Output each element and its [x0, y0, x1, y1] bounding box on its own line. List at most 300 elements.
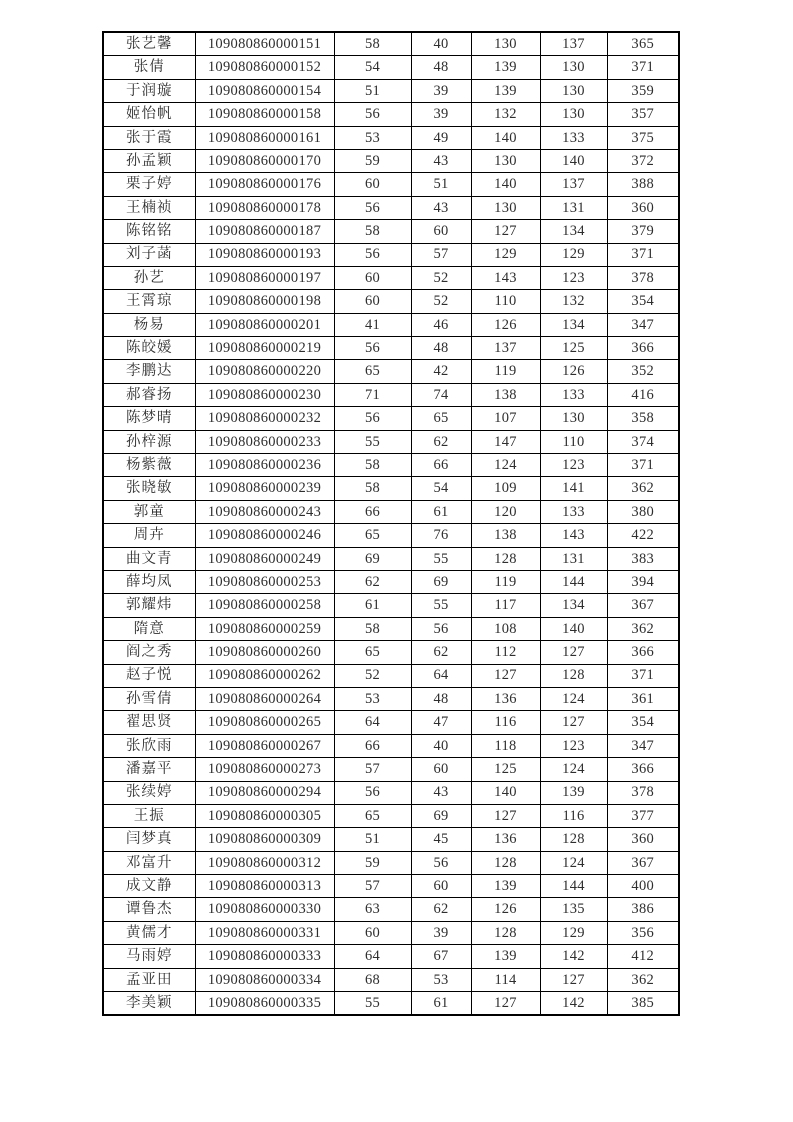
- cell-score-3: 126: [471, 898, 540, 921]
- cell-exam-id: 109080860000236: [195, 454, 334, 477]
- cell-score-4: 134: [540, 220, 607, 243]
- cell-score-2: 74: [411, 383, 471, 406]
- cell-score-4: 141: [540, 477, 607, 500]
- cell-score-2: 43: [411, 781, 471, 804]
- cell-score-2: 52: [411, 266, 471, 289]
- cell-score-3: 139: [471, 79, 540, 102]
- cell-name: 王霄琼: [103, 290, 195, 313]
- table-row: [103, 360, 679, 383]
- cell-name: 孙雪倩: [103, 687, 195, 710]
- cell-exam-id: 109080860000232: [195, 407, 334, 430]
- cell-score-3: 114: [471, 968, 540, 991]
- cell-total: 371: [607, 454, 679, 477]
- cell-score-4: 130: [540, 407, 607, 430]
- cell-score-2: 46: [411, 313, 471, 336]
- cell-name: 黄儒才: [103, 921, 195, 944]
- cell-score-1: 65: [334, 641, 411, 664]
- cell-score-2: 39: [411, 103, 471, 126]
- cell-total: 354: [607, 711, 679, 734]
- cell-score-1: 65: [334, 804, 411, 827]
- cell-name: 孙孟颖: [103, 149, 195, 172]
- cell-score-3: 139: [471, 945, 540, 968]
- cell-name: 马雨婷: [103, 945, 195, 968]
- cell-total: 361: [607, 687, 679, 710]
- cell-total: 360: [607, 196, 679, 219]
- cell-score-2: 52: [411, 290, 471, 313]
- cell-score-1: 56: [334, 243, 411, 266]
- cell-score-2: 43: [411, 149, 471, 172]
- cell-total: 378: [607, 266, 679, 289]
- cell-score-1: 55: [334, 430, 411, 453]
- cell-exam-id: 109080860000170: [195, 149, 334, 172]
- cell-name: 李鹏达: [103, 360, 195, 383]
- cell-exam-id: 109080860000312: [195, 851, 334, 874]
- cell-score-1: 56: [334, 781, 411, 804]
- cell-exam-id: 109080860000151: [195, 32, 334, 56]
- cell-name: 郭耀炜: [103, 594, 195, 617]
- cell-total: 388: [607, 173, 679, 196]
- cell-name: 闫梦真: [103, 828, 195, 851]
- cell-score-4: 123: [540, 734, 607, 757]
- cell-score-2: 40: [411, 32, 471, 56]
- cell-score-1: 59: [334, 149, 411, 172]
- cell-total: 365: [607, 32, 679, 56]
- cell-name: 杨易: [103, 313, 195, 336]
- cell-score-4: 132: [540, 290, 607, 313]
- cell-score-1: 51: [334, 79, 411, 102]
- cell-score-4: 133: [540, 500, 607, 523]
- cell-score-2: 55: [411, 547, 471, 570]
- cell-score-1: 52: [334, 664, 411, 687]
- cell-name: 陈皎媛: [103, 337, 195, 360]
- cell-total: 347: [607, 734, 679, 757]
- score-table-body: [103, 32, 679, 1015]
- cell-score-2: 60: [411, 220, 471, 243]
- cell-score-1: 56: [334, 196, 411, 219]
- table-row: [103, 313, 679, 336]
- cell-score-1: 56: [334, 407, 411, 430]
- cell-score-1: 51: [334, 828, 411, 851]
- cell-score-1: 53: [334, 687, 411, 710]
- cell-exam-id: 109080860000294: [195, 781, 334, 804]
- cell-exam-id: 109080860000265: [195, 711, 334, 734]
- cell-total: 422: [607, 524, 679, 547]
- cell-total: 357: [607, 103, 679, 126]
- table-row: [103, 32, 679, 56]
- cell-exam-id: 109080860000258: [195, 594, 334, 617]
- cell-score-3: 140: [471, 126, 540, 149]
- cell-score-1: 64: [334, 945, 411, 968]
- cell-score-4: 140: [540, 149, 607, 172]
- cell-total: 394: [607, 570, 679, 593]
- cell-total: 358: [607, 407, 679, 430]
- cell-score-1: 58: [334, 32, 411, 56]
- cell-score-3: 147: [471, 430, 540, 453]
- cell-exam-id: 109080860000230: [195, 383, 334, 406]
- cell-score-1: 62: [334, 570, 411, 593]
- cell-score-3: 138: [471, 524, 540, 547]
- cell-score-3: 127: [471, 992, 540, 1016]
- cell-score-1: 60: [334, 266, 411, 289]
- cell-exam-id: 109080860000249: [195, 547, 334, 570]
- cell-exam-id: 109080860000193: [195, 243, 334, 266]
- cell-score-3: 143: [471, 266, 540, 289]
- table-row: [103, 828, 679, 851]
- table-row: [103, 430, 679, 453]
- table-row: [103, 149, 679, 172]
- cell-exam-id: 109080860000309: [195, 828, 334, 851]
- table-row: [103, 875, 679, 898]
- cell-name: 赵子悦: [103, 664, 195, 687]
- cell-score-4: 124: [540, 851, 607, 874]
- cell-exam-id: 109080860000158: [195, 103, 334, 126]
- cell-exam-id: 109080860000335: [195, 992, 334, 1016]
- cell-name: 于润璇: [103, 79, 195, 102]
- cell-score-4: 133: [540, 126, 607, 149]
- cell-exam-id: 109080860000262: [195, 664, 334, 687]
- cell-total: 371: [607, 243, 679, 266]
- cell-exam-id: 109080860000239: [195, 477, 334, 500]
- cell-score-1: 61: [334, 594, 411, 617]
- table-row: [103, 56, 679, 79]
- cell-exam-id: 109080860000313: [195, 875, 334, 898]
- cell-name: 张于霞: [103, 126, 195, 149]
- cell-score-1: 58: [334, 617, 411, 640]
- table-row: [103, 383, 679, 406]
- table-row: [103, 500, 679, 523]
- cell-score-1: 57: [334, 758, 411, 781]
- cell-total: 386: [607, 898, 679, 921]
- cell-name: 王振: [103, 804, 195, 827]
- cell-score-3: 128: [471, 547, 540, 570]
- cell-exam-id: 109080860000187: [195, 220, 334, 243]
- cell-score-2: 60: [411, 875, 471, 898]
- cell-score-4: 123: [540, 454, 607, 477]
- table-row: [103, 196, 679, 219]
- cell-name: 周卉: [103, 524, 195, 547]
- cell-name: 孟亚田: [103, 968, 195, 991]
- cell-total: 362: [607, 477, 679, 500]
- cell-total: 366: [607, 337, 679, 360]
- cell-score-2: 76: [411, 524, 471, 547]
- cell-score-1: 55: [334, 992, 411, 1016]
- cell-score-3: 117: [471, 594, 540, 617]
- cell-total: 356: [607, 921, 679, 944]
- cell-score-4: 137: [540, 32, 607, 56]
- cell-score-3: 119: [471, 360, 540, 383]
- table-row: [103, 290, 679, 313]
- cell-score-1: 63: [334, 898, 411, 921]
- table-row: [103, 992, 679, 1016]
- cell-exam-id: 109080860000334: [195, 968, 334, 991]
- cell-total: 378: [607, 781, 679, 804]
- cell-score-3: 140: [471, 781, 540, 804]
- cell-exam-id: 109080860000273: [195, 758, 334, 781]
- cell-score-2: 62: [411, 641, 471, 664]
- cell-exam-id: 109080860000330: [195, 898, 334, 921]
- cell-score-1: 66: [334, 500, 411, 523]
- cell-name: 张倩: [103, 56, 195, 79]
- cell-score-3: 120: [471, 500, 540, 523]
- cell-score-3: 139: [471, 875, 540, 898]
- cell-score-2: 64: [411, 664, 471, 687]
- cell-name: 薛均凤: [103, 570, 195, 593]
- cell-score-3: 109: [471, 477, 540, 500]
- cell-exam-id: 109080860000331: [195, 921, 334, 944]
- table-row: [103, 898, 679, 921]
- cell-score-3: 129: [471, 243, 540, 266]
- cell-score-2: 48: [411, 337, 471, 360]
- cell-name: 郭童: [103, 500, 195, 523]
- cell-exam-id: 109080860000178: [195, 196, 334, 219]
- cell-exam-id: 109080860000233: [195, 430, 334, 453]
- cell-score-3: 110: [471, 290, 540, 313]
- table-row: [103, 617, 679, 640]
- cell-name: 陈铭铭: [103, 220, 195, 243]
- table-row: [103, 454, 679, 477]
- cell-total: 366: [607, 758, 679, 781]
- cell-score-4: 130: [540, 56, 607, 79]
- cell-score-2: 62: [411, 430, 471, 453]
- table-row: [103, 594, 679, 617]
- cell-score-4: 125: [540, 337, 607, 360]
- cell-score-3: 116: [471, 711, 540, 734]
- cell-score-4: 131: [540, 547, 607, 570]
- table-row: [103, 968, 679, 991]
- table-row: [103, 173, 679, 196]
- cell-score-1: 58: [334, 220, 411, 243]
- cell-name: 张续婷: [103, 781, 195, 804]
- cell-score-3: 139: [471, 56, 540, 79]
- cell-total: 385: [607, 992, 679, 1016]
- cell-score-3: 127: [471, 220, 540, 243]
- cell-score-3: 127: [471, 664, 540, 687]
- cell-exam-id: 109080860000259: [195, 617, 334, 640]
- cell-score-1: 41: [334, 313, 411, 336]
- cell-score-4: 131: [540, 196, 607, 219]
- table-row: [103, 266, 679, 289]
- table-row: [103, 921, 679, 944]
- cell-score-2: 39: [411, 79, 471, 102]
- cell-exam-id: 109080860000220: [195, 360, 334, 383]
- table-row: [103, 711, 679, 734]
- cell-exam-id: 109080860000197: [195, 266, 334, 289]
- cell-total: 383: [607, 547, 679, 570]
- cell-score-1: 60: [334, 921, 411, 944]
- cell-total: 371: [607, 664, 679, 687]
- cell-exam-id: 109080860000264: [195, 687, 334, 710]
- cell-name: 潘嘉平: [103, 758, 195, 781]
- cell-exam-id: 109080860000219: [195, 337, 334, 360]
- cell-score-1: 65: [334, 360, 411, 383]
- cell-score-4: 140: [540, 617, 607, 640]
- cell-exam-id: 109080860000154: [195, 79, 334, 102]
- table-row: [103, 734, 679, 757]
- cell-name: 谭鲁杰: [103, 898, 195, 921]
- cell-name: 李美颖: [103, 992, 195, 1016]
- cell-score-2: 53: [411, 968, 471, 991]
- cell-total: 371: [607, 56, 679, 79]
- cell-score-1: 68: [334, 968, 411, 991]
- cell-score-4: 130: [540, 79, 607, 102]
- cell-score-4: 123: [540, 266, 607, 289]
- table-row: [103, 570, 679, 593]
- cell-name: 王楠祯: [103, 196, 195, 219]
- cell-exam-id: 109080860000243: [195, 500, 334, 523]
- cell-score-3: 136: [471, 687, 540, 710]
- cell-score-2: 40: [411, 734, 471, 757]
- cell-score-1: 56: [334, 103, 411, 126]
- cell-score-2: 69: [411, 570, 471, 593]
- cell-total: 375: [607, 126, 679, 149]
- cell-score-4: 129: [540, 243, 607, 266]
- cell-exam-id: 109080860000201: [195, 313, 334, 336]
- cell-score-4: 124: [540, 687, 607, 710]
- cell-score-2: 54: [411, 477, 471, 500]
- table-row: [103, 804, 679, 827]
- cell-total: 367: [607, 594, 679, 617]
- cell-score-1: 57: [334, 875, 411, 898]
- cell-score-1: 71: [334, 383, 411, 406]
- cell-exam-id: 109080860000152: [195, 56, 334, 79]
- cell-score-2: 62: [411, 898, 471, 921]
- cell-score-1: 69: [334, 547, 411, 570]
- table-row: [103, 781, 679, 804]
- cell-score-3: 118: [471, 734, 540, 757]
- cell-score-4: 142: [540, 992, 607, 1016]
- cell-score-2: 69: [411, 804, 471, 827]
- cell-score-3: 130: [471, 32, 540, 56]
- cell-total: 380: [607, 500, 679, 523]
- cell-score-4: 144: [540, 875, 607, 898]
- cell-total: 366: [607, 641, 679, 664]
- cell-score-1: 60: [334, 290, 411, 313]
- cell-name: 孙艺: [103, 266, 195, 289]
- cell-name: 郝睿扬: [103, 383, 195, 406]
- cell-total: 352: [607, 360, 679, 383]
- cell-score-1: 56: [334, 337, 411, 360]
- cell-score-1: 65: [334, 524, 411, 547]
- table-row: [103, 126, 679, 149]
- cell-name: 曲文青: [103, 547, 195, 570]
- table-row: [103, 407, 679, 430]
- cell-score-1: 53: [334, 126, 411, 149]
- cell-exam-id: 109080860000198: [195, 290, 334, 313]
- cell-score-1: 66: [334, 734, 411, 757]
- cell-score-3: 126: [471, 313, 540, 336]
- cell-score-2: 45: [411, 828, 471, 851]
- table-row: [103, 477, 679, 500]
- cell-name: 隋意: [103, 617, 195, 640]
- cell-total: 362: [607, 617, 679, 640]
- cell-total: 379: [607, 220, 679, 243]
- cell-score-1: 54: [334, 56, 411, 79]
- cell-score-4: 134: [540, 313, 607, 336]
- cell-score-2: 56: [411, 851, 471, 874]
- table-row: [103, 945, 679, 968]
- table-row: [103, 337, 679, 360]
- cell-score-4: 116: [540, 804, 607, 827]
- cell-total: 367: [607, 851, 679, 874]
- cell-score-1: 60: [334, 173, 411, 196]
- cell-name: 张欣雨: [103, 734, 195, 757]
- cell-score-3: 128: [471, 851, 540, 874]
- cell-score-3: 140: [471, 173, 540, 196]
- cell-score-4: 133: [540, 383, 607, 406]
- cell-score-4: 127: [540, 711, 607, 734]
- cell-score-4: 137: [540, 173, 607, 196]
- cell-score-1: 64: [334, 711, 411, 734]
- cell-exam-id: 109080860000176: [195, 173, 334, 196]
- cell-name: 刘子菡: [103, 243, 195, 266]
- cell-score-4: 130: [540, 103, 607, 126]
- cell-score-4: 127: [540, 641, 607, 664]
- cell-score-3: 112: [471, 641, 540, 664]
- cell-score-4: 139: [540, 781, 607, 804]
- cell-score-3: 132: [471, 103, 540, 126]
- cell-total: 377: [607, 804, 679, 827]
- table-row: [103, 641, 679, 664]
- cell-score-2: 61: [411, 992, 471, 1016]
- cell-score-3: 137: [471, 337, 540, 360]
- cell-score-3: 125: [471, 758, 540, 781]
- cell-name: 栗子婷: [103, 173, 195, 196]
- table-row: [103, 220, 679, 243]
- cell-total: 359: [607, 79, 679, 102]
- cell-score-3: 107: [471, 407, 540, 430]
- cell-exam-id: 109080860000267: [195, 734, 334, 757]
- cell-score-4: 128: [540, 664, 607, 687]
- cell-score-3: 128: [471, 921, 540, 944]
- cell-score-2: 48: [411, 56, 471, 79]
- table-row: [103, 79, 679, 102]
- cell-score-3: 130: [471, 196, 540, 219]
- cell-score-2: 48: [411, 687, 471, 710]
- cell-exam-id: 109080860000305: [195, 804, 334, 827]
- cell-name: 杨紫薇: [103, 454, 195, 477]
- score-table: [102, 31, 680, 1016]
- cell-score-3: 127: [471, 804, 540, 827]
- cell-score-3: 108: [471, 617, 540, 640]
- cell-exam-id: 109080860000333: [195, 945, 334, 968]
- cell-total: 374: [607, 430, 679, 453]
- cell-score-2: 67: [411, 945, 471, 968]
- cell-total: 372: [607, 149, 679, 172]
- cell-score-4: 126: [540, 360, 607, 383]
- cell-exam-id: 109080860000246: [195, 524, 334, 547]
- cell-name: 孙梓源: [103, 430, 195, 453]
- table-row: [103, 547, 679, 570]
- cell-name: 陈梦晴: [103, 407, 195, 430]
- cell-score-4: 129: [540, 921, 607, 944]
- cell-name: 张晓敏: [103, 477, 195, 500]
- table-row: [103, 687, 679, 710]
- cell-total: 416: [607, 383, 679, 406]
- cell-score-2: 66: [411, 454, 471, 477]
- cell-score-1: 58: [334, 454, 411, 477]
- cell-total: 354: [607, 290, 679, 313]
- cell-score-4: 135: [540, 898, 607, 921]
- cell-name: 姬怡帆: [103, 103, 195, 126]
- cell-total: 347: [607, 313, 679, 336]
- cell-score-2: 55: [411, 594, 471, 617]
- cell-total: 400: [607, 875, 679, 898]
- table-row: [103, 851, 679, 874]
- cell-name: 翟思贤: [103, 711, 195, 734]
- table-row: [103, 103, 679, 126]
- cell-name: 张艺馨: [103, 32, 195, 56]
- cell-score-3: 124: [471, 454, 540, 477]
